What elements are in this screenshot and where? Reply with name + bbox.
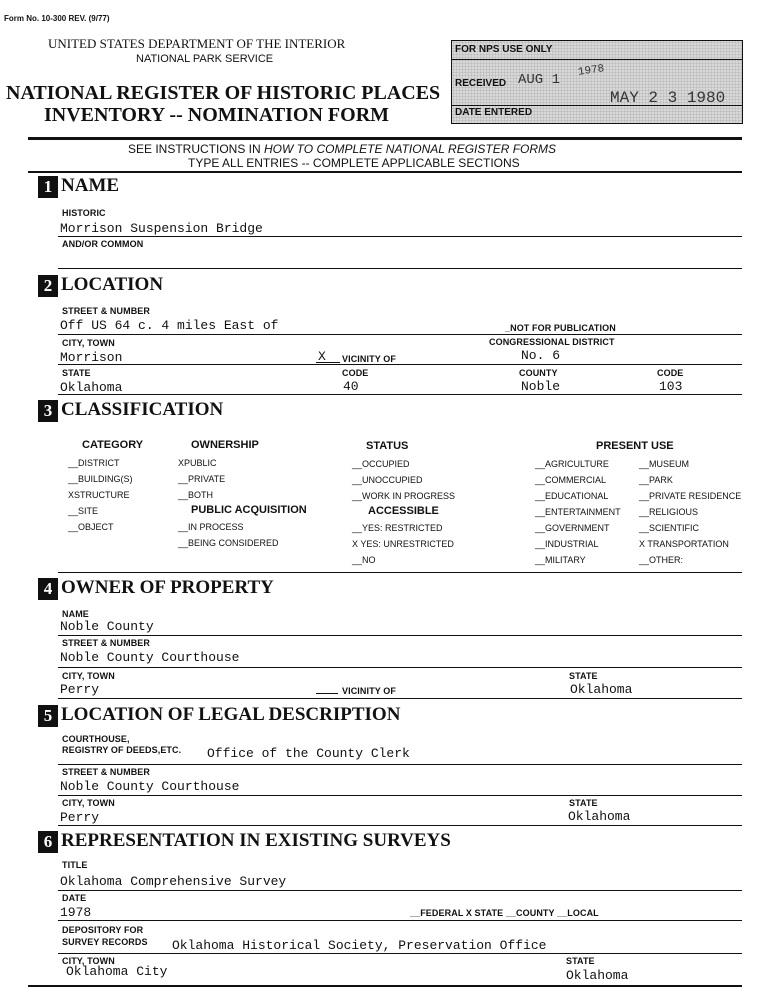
- date-entered-label: DATE ENTERED: [455, 107, 533, 118]
- county-code-value: 103: [659, 379, 683, 394]
- use-military: __MILITARY: [535, 555, 586, 565]
- ownership-heading: OWNERSHIP: [191, 439, 259, 451]
- owner-city-value: Perry: [60, 682, 100, 697]
- state-label: STATE: [62, 368, 91, 378]
- accessible-heading: ACCESSIBLE: [368, 505, 439, 517]
- nps-use-only-box: [451, 40, 743, 124]
- owner-name-label: NAME: [62, 609, 89, 619]
- use-transportation: X TRANSPORTATION: [639, 539, 729, 549]
- courthouse-value: Office of the County Clerk: [207, 746, 410, 761]
- legal-city-label: CITY, TOWN: [62, 798, 115, 808]
- use-private-residence: __PRIVATE RESIDENCE: [639, 491, 742, 501]
- survey-level-options: __FEDERAL X STATE __COUNTY __LOCAL: [410, 908, 599, 918]
- use-commercial: __COMMERCIAL: [535, 475, 607, 485]
- owner-state-label: STATE: [569, 671, 598, 681]
- section-title-location: LOCATION: [61, 274, 164, 295]
- street-number-label: STREET & NUMBER: [62, 306, 151, 316]
- received-stamp: AUG 1: [518, 72, 561, 88]
- category-district: __DISTRICT: [68, 458, 120, 468]
- historic-label: HISTORIC: [62, 208, 106, 218]
- section-number-6: 6: [38, 831, 58, 853]
- legal-street-label: STREET & NUMBER: [62, 767, 151, 777]
- survey-title-value: Oklahoma Comprehensive Survey: [60, 874, 287, 889]
- section-number-2: 2: [38, 275, 58, 297]
- use-scientific: __SCIENTIFIC: [639, 523, 700, 533]
- county-code-label: CODE: [657, 368, 684, 378]
- survey-date-label: DATE: [62, 893, 87, 903]
- owner-street-value: Noble County Courthouse: [60, 650, 240, 665]
- section-title-classification: CLASSIFICATION: [61, 399, 224, 420]
- survey-city-label: CITY, TOWN: [62, 956, 115, 966]
- survey-state-value: Oklahoma: [566, 968, 629, 983]
- state-code-label: CODE: [342, 368, 369, 378]
- section-number-1: 1: [38, 176, 58, 198]
- historic-name-value: Morrison Suspension Bridge: [60, 221, 263, 236]
- owner-state-value: Oklahoma: [570, 682, 633, 697]
- use-park: __PARK: [639, 475, 673, 485]
- use-entertainment: __ENTERTAINMENT: [535, 507, 621, 517]
- public-acquisition-heading: PUBLIC ACQUISITION: [191, 504, 307, 516]
- acquisition-being-considered: __BEING CONSIDERED: [178, 538, 279, 548]
- accessible-no: __NO: [352, 555, 376, 565]
- state-code-value: 40: [343, 379, 359, 394]
- city-town-value: Morrison: [60, 350, 123, 365]
- section-title-name: NAME: [61, 175, 120, 196]
- section-number-4: 4: [38, 578, 58, 600]
- county-value: Noble: [521, 379, 561, 394]
- courthouse-label: COURTHOUSE,: [62, 734, 130, 744]
- section-title-legal-description: LOCATION OF LEGAL DESCRIPTION: [61, 704, 401, 725]
- use-agriculture: __AGRICULTURE: [535, 459, 609, 469]
- form-title-line2: INVENTORY -- NOMINATION FORM: [44, 104, 390, 126]
- not-for-publication: _NOT FOR PUBLICATION: [505, 323, 616, 333]
- agency-name: NATIONAL PARK SERVICE: [136, 53, 274, 65]
- accessible-yes-restricted: __YES: RESTRICTED: [352, 523, 443, 533]
- status-work-in-progress: __WORK IN PROGRESS: [352, 491, 456, 501]
- present-use-heading: PRESENT USE: [596, 440, 674, 452]
- received-label: RECEIVED: [455, 78, 507, 89]
- use-religious: __RELIGIOUS: [639, 507, 699, 517]
- category-site: __SITE: [68, 506, 99, 516]
- received-stamp-extra: 1978: [577, 63, 606, 79]
- status-unoccupied: __UNOCCUPIED: [352, 475, 423, 485]
- category-object: __OBJECT: [68, 522, 114, 532]
- survey-city-value: Oklahoma City: [66, 964, 168, 979]
- date-entered-stamp: MAY 2 3 1980: [610, 89, 726, 107]
- category-heading: CATEGORY: [82, 439, 144, 451]
- depository-value: Oklahoma Historical Society, Preservation Office: [172, 938, 547, 953]
- form-title-line1: NATIONAL REGISTER OF HISTORIC PLACES: [6, 82, 441, 104]
- survey-date-value: 1978: [60, 905, 92, 920]
- owner-vicinity-label: VICINITY OF: [342, 686, 396, 696]
- legal-street-value: Noble County Courthouse: [60, 779, 240, 794]
- use-industrial: __INDUSTRIAL: [535, 539, 599, 549]
- category-structure: XSTRUCTURE: [68, 490, 130, 500]
- ownership-both: __BOTH: [178, 490, 214, 500]
- survey-state-label: STATE: [566, 956, 595, 966]
- instructions-line2: TYPE ALL ENTRIES -- COMPLETE APPLICABLE SECTIONS: [188, 156, 520, 170]
- congressional-district-label: CONGRESSIONAL DISTRICT: [489, 337, 615, 347]
- instructions-line1: SEE INSTRUCTIONS IN HOW TO COMPLETE NATIONAL REGISTER FORMS: [128, 142, 557, 156]
- category-buildings: __BUILDING(S): [68, 474, 133, 484]
- survey-title-label: TITLE: [62, 860, 88, 870]
- common-name-label: AND/OR COMMON: [62, 239, 144, 249]
- state-value: Oklahoma: [60, 380, 123, 395]
- section-title-surveys: REPRESENTATION IN EXISTING SURVEYS: [61, 830, 451, 851]
- owner-street-label: STREET & NUMBER: [62, 638, 151, 648]
- county-label: COUNTY: [519, 368, 558, 378]
- city-town-label: CITY, TOWN: [62, 338, 115, 348]
- legal-state-value: Oklahoma: [568, 809, 631, 824]
- congressional-district-value: No. 6: [521, 348, 561, 363]
- ownership-public: XPUBLIC: [178, 458, 217, 468]
- accessible-yes-unrestricted: X YES: UNRESTRICTED: [352, 539, 454, 549]
- section-number-3: 3: [38, 400, 58, 422]
- legal-city-value: Perry: [60, 810, 100, 825]
- use-educational: __EDUCATIONAL: [535, 491, 609, 501]
- registry-label: REGISTRY OF DEEDS,ETC.: [62, 745, 182, 755]
- acquisition-in-process: __IN PROCESS: [178, 522, 244, 532]
- nps-use-only-label: FOR NPS USE ONLY: [455, 44, 553, 55]
- legal-state-label: STATE: [569, 798, 598, 808]
- vicinity-label: VICINITY OF: [342, 354, 396, 364]
- status-heading: STATUS: [366, 440, 409, 452]
- section-title-owner: OWNER OF PROPERTY: [61, 577, 274, 598]
- use-government: __GOVERNMENT: [535, 523, 610, 533]
- depository-label-line2: SURVEY RECORDS: [62, 937, 148, 947]
- section-number-5: 5: [38, 705, 58, 727]
- depository-label-line1: DEPOSITORY FOR: [62, 925, 144, 935]
- owner-name-value: Noble County: [60, 619, 154, 634]
- owner-city-label: CITY, TOWN: [62, 671, 115, 681]
- street-number-value: Off US 64 c. 4 miles East of: [60, 318, 279, 333]
- status-occupied: __OCCUPIED: [352, 459, 410, 469]
- use-museum: __MUSEUM: [639, 459, 690, 469]
- department-name: UNITED STATES DEPARTMENT OF THE INTERIOR: [48, 36, 346, 51]
- form-number: Form No. 10-300 REV. (9/77): [4, 14, 110, 23]
- vicinity-check: X: [318, 349, 326, 364]
- use-other: __OTHER:: [639, 555, 684, 565]
- ownership-private: __PRIVATE: [178, 474, 226, 484]
